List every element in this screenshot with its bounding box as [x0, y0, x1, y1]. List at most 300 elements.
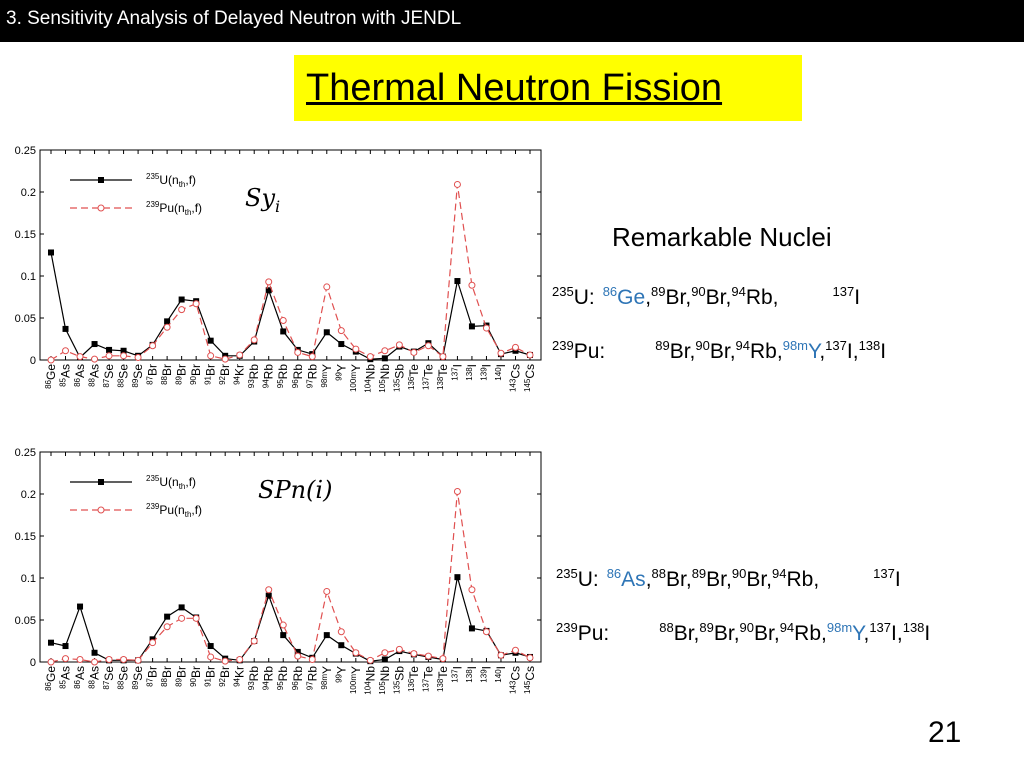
data-point-pu — [382, 348, 388, 354]
data-point-u — [92, 341, 98, 347]
separator: , — [852, 340, 859, 363]
x-tick-label: $^{98m}$Y — [319, 364, 334, 388]
separator: , — [896, 622, 903, 645]
nucleus-mass: 138 — [858, 338, 881, 353]
legend-marker — [98, 479, 104, 485]
nucleus-symbol: Br — [709, 340, 730, 363]
nucleus-mass: 88 — [659, 620, 674, 635]
data-point-pu — [396, 342, 402, 348]
x-tick-label: $^{87}$Br — [145, 364, 160, 385]
data-point-pu — [222, 658, 228, 664]
data-point-pu — [193, 615, 199, 621]
separator: , — [645, 286, 652, 309]
nucleus-mass: 86 — [602, 284, 618, 299]
nucleus-label — [607, 568, 646, 591]
nucleus-symbol: I — [924, 622, 931, 645]
nucleus-mass: 94 — [731, 284, 746, 299]
x-tick-label: $^{135}$Sb — [392, 364, 407, 393]
x-tick-label: $^{135}$Sb — [392, 666, 407, 695]
header-bar — [0, 0, 1024, 42]
data-point-pu — [237, 656, 243, 662]
nucleus-label — [691, 286, 725, 309]
data-point-pu — [208, 654, 214, 660]
nucleus-mass: 89 — [691, 566, 707, 581]
x-tick-label: $^{89}$Br — [174, 364, 189, 385]
x-tick-label: $^{90}$Br — [189, 666, 204, 687]
data-point-pu — [63, 348, 69, 354]
nucleus-mass: 86 — [606, 566, 622, 581]
separator: , — [819, 340, 826, 363]
data-point-u — [63, 326, 69, 332]
data-point-pu — [382, 650, 388, 656]
x-tick-label: $^{86}$Ge — [44, 666, 58, 691]
data-point-pu — [164, 624, 170, 630]
legend-label: $^{239}Pu(n_{th},f)$ — [146, 502, 203, 519]
separator: , — [813, 568, 820, 591]
nucleus-symbol: Br — [746, 568, 767, 591]
data-point-pu — [309, 656, 315, 662]
data-point-pu — [512, 344, 518, 350]
data-point-u — [164, 614, 170, 620]
plot-frame — [40, 150, 541, 360]
x-tick-label: $^{96}$Rb — [290, 666, 305, 691]
nucleus-symbol: Ge — [617, 286, 646, 309]
y-tick-label: 0.25 — [14, 447, 36, 459]
nucleus-symbol: Br — [673, 622, 694, 645]
y-tick-label: 0.15 — [14, 531, 36, 543]
separator: , — [685, 286, 692, 309]
y-tick-label: 0.25 — [14, 145, 36, 157]
data-point-pu — [92, 659, 98, 665]
data-point-pu — [454, 488, 460, 494]
data-point-pu — [512, 647, 518, 653]
slide-title-box — [294, 55, 802, 121]
legend-marker — [98, 507, 104, 513]
nucleus-mass: 98m — [782, 338, 809, 353]
x-tick-label: $^{94}$Rb — [261, 364, 276, 389]
data-point-pu — [454, 181, 460, 187]
x-tick-label: $^{87}$Se — [102, 666, 117, 690]
x-tick-label: $^{138}$Te — [435, 364, 450, 391]
separator: , — [773, 622, 780, 645]
parent-mass: 239 — [556, 620, 578, 635]
nucleus-mass: 89 — [699, 620, 714, 635]
data-point-pu — [498, 350, 504, 356]
yield-sensitivity-symbol: $Sy_i$ — [245, 184, 281, 216]
x-tick-label: $^{91}$Br — [203, 364, 218, 385]
nucleus-label — [827, 622, 864, 645]
x-tick-label: $^{143}$Cs — [508, 364, 523, 393]
x-tick-label: $^{85}$As — [58, 364, 73, 387]
nucleus-mass: 94 — [779, 620, 795, 635]
separator: , — [733, 622, 740, 645]
nucleus-symbol: I — [891, 622, 897, 645]
x-tick-label: $^{88}$As — [87, 666, 102, 689]
x-tick-label: $^{94}$Kr — [232, 364, 247, 385]
data-point-pu — [121, 656, 127, 662]
nucleus-symbol: Br — [666, 568, 686, 591]
y-tick-label: 0.2 — [20, 489, 36, 501]
nucleus-mass: 98m — [826, 620, 853, 635]
nucleus-symbol: I — [880, 340, 887, 363]
data-point-pu — [135, 354, 141, 360]
nucleus-label — [825, 340, 853, 363]
x-tick-label: $^{97}$Rb — [305, 666, 320, 691]
separator: , — [776, 340, 783, 363]
pn-sensitivity-symbol: SPn(i) — [258, 476, 333, 504]
parent-symbol: Pu: — [573, 340, 606, 363]
legend-marker — [98, 177, 104, 183]
nucleus-symbol: Rb — [745, 286, 773, 309]
x-tick-label: $^{137}$Te — [421, 666, 436, 693]
data-point-pu — [367, 657, 373, 663]
data-point-pu — [106, 353, 112, 359]
x-tick-label: $^{100m}$Y — [348, 364, 363, 393]
x-tick-label: $^{88}$As — [87, 364, 102, 387]
data-point-pu — [48, 357, 54, 363]
nucleus-label — [780, 622, 821, 645]
separator: , — [689, 340, 696, 363]
data-point-u — [63, 643, 69, 649]
data-point-u — [48, 249, 54, 255]
y-tick-label: 0 — [29, 355, 36, 367]
x-tick-label: $^{104}$Nb — [363, 364, 378, 393]
nucleus-symbol: Br — [754, 622, 774, 645]
data-point-pu — [338, 328, 344, 334]
nucleus-label — [859, 340, 887, 363]
x-tick-label: $^{91}$Br — [203, 666, 218, 687]
x-tick-label: $^{93}$Rb — [247, 364, 262, 389]
nucleus-symbol: Br — [665, 286, 686, 309]
nucleus-label — [869, 622, 897, 645]
nucleus-symbol: Rb — [750, 340, 777, 363]
page-number: 21 — [928, 716, 962, 749]
nucleus-mass: 89 — [651, 284, 666, 299]
pn-pu239-nuclei — [556, 620, 930, 646]
data-point-pu — [135, 657, 141, 663]
x-tick-label: $^{89}$Se — [131, 364, 146, 388]
yield-u235-nuclei — [552, 284, 860, 310]
x-tick-label: $^{86}$Ge — [44, 364, 58, 389]
x-tick-label: $^{93}$Rb — [247, 666, 262, 691]
separator: , — [645, 568, 652, 591]
x-tick-label: $^{137}$I — [450, 666, 465, 683]
data-point-pu — [106, 656, 112, 662]
parent-mass: 235 — [552, 284, 574, 299]
data-point-u — [338, 642, 344, 648]
data-point-u — [179, 297, 185, 303]
data-point-pu — [266, 279, 272, 285]
x-tick-label: $^{137}$I — [450, 364, 465, 381]
separator: , — [863, 622, 870, 645]
nucleus-symbol: Br — [705, 286, 726, 309]
slide-title: Thermal Neutron Fission — [306, 67, 723, 109]
data-point-pu — [324, 588, 330, 594]
separator: , — [725, 286, 732, 309]
data-point-pu — [251, 638, 257, 644]
data-point-u — [454, 278, 460, 284]
x-tick-label: $^{139}$I — [479, 364, 494, 381]
nucleus-label — [652, 568, 686, 591]
data-point-pu — [266, 587, 272, 593]
x-tick-label: $^{87}$Br — [145, 666, 160, 687]
y-tick-label: 0.05 — [14, 313, 36, 325]
separator: , — [821, 622, 827, 645]
parent-nucleus — [556, 622, 609, 645]
x-tick-label: $^{88}$Br — [160, 364, 175, 385]
x-tick-label: $^{138}$I — [464, 666, 479, 683]
y-tick-label: 0.2 — [20, 187, 36, 199]
legend-label: $^{239}Pu(n_{th},f)$ — [146, 200, 203, 217]
data-point-pu — [440, 656, 446, 662]
nucleus-mass: 90 — [695, 338, 710, 353]
x-tick-label: $^{99}$Y — [334, 666, 349, 683]
data-point-pu — [527, 352, 533, 358]
data-point-pu — [469, 587, 475, 593]
nucleus-mass: 88 — [651, 566, 666, 581]
nucleus-label — [695, 340, 729, 363]
series-line-pu — [51, 184, 530, 360]
x-tick-label: $^{86}$As — [73, 666, 88, 689]
x-tick-label: $^{105}$Nb — [377, 666, 392, 695]
data-point-pu — [425, 343, 431, 349]
x-tick-label: $^{140}$I — [493, 364, 508, 381]
data-point-u — [164, 318, 170, 324]
data-point-pu — [77, 656, 83, 662]
data-point-u — [280, 328, 286, 334]
data-point-u — [179, 604, 185, 610]
data-point-pu — [367, 354, 373, 360]
nucleus-mass: 89 — [655, 338, 670, 353]
x-tick-label: $^{95}$Rb — [276, 666, 291, 691]
data-point-pu — [527, 655, 533, 661]
x-tick-label: $^{92}$Br — [218, 364, 233, 385]
data-point-u — [382, 355, 388, 361]
nucleus-symbol: As — [621, 568, 646, 591]
data-point-u — [106, 347, 112, 353]
data-point-u — [208, 643, 214, 649]
separator: , — [766, 568, 772, 591]
data-point-pu — [483, 629, 489, 635]
nucleus-label — [783, 340, 820, 363]
data-point-pu — [440, 354, 446, 360]
x-tick-label: $^{138}$I — [464, 364, 479, 381]
x-tick-label: $^{88}$Se — [116, 666, 131, 690]
legend-marker — [98, 205, 104, 211]
data-point-pu — [353, 346, 359, 352]
separator: , — [772, 286, 779, 309]
data-point-pu — [208, 353, 214, 359]
data-point-pu — [411, 651, 417, 657]
data-point-pu — [498, 652, 504, 658]
data-point-pu — [411, 349, 417, 355]
data-point-u — [77, 604, 83, 610]
data-point-pu — [295, 653, 301, 659]
data-point-pu — [92, 356, 98, 362]
x-tick-label: $^{92}$Br — [218, 666, 233, 687]
parent-nucleus — [552, 286, 595, 309]
nucleus-label — [833, 286, 861, 309]
data-point-pu — [295, 349, 301, 355]
x-tick-label: $^{136}$Te — [406, 666, 421, 693]
x-tick-label: $^{87}$Se — [102, 364, 117, 388]
data-point-u — [280, 632, 286, 638]
data-point-pu — [324, 284, 330, 290]
nucleus-symbol: I — [894, 568, 901, 591]
parent-nucleus — [552, 340, 605, 363]
x-tick-label: $^{100m}$Y — [348, 666, 363, 695]
x-tick-label: $^{90}$Br — [189, 364, 204, 385]
data-point-pu — [121, 353, 127, 359]
x-tick-label: $^{137}$Te — [421, 364, 436, 391]
x-tick-label: $^{86}$As — [73, 364, 88, 387]
nucleus-mass: 137 — [825, 338, 847, 353]
nucleus-mass: 94 — [772, 566, 787, 581]
data-point-u — [208, 338, 214, 344]
nucleus-symbol: Br — [669, 340, 690, 363]
x-tick-label: $^{97}$Rb — [305, 364, 320, 389]
nucleus-label — [873, 568, 901, 591]
data-point-pu — [150, 640, 156, 646]
x-tick-label: $^{88}$Se — [116, 364, 131, 388]
series-line-u — [51, 253, 530, 360]
nucleus-label — [731, 286, 772, 309]
nucleus-label — [659, 622, 693, 645]
data-point-pu — [48, 659, 54, 665]
data-point-pu — [237, 352, 243, 358]
data-point-pu — [150, 343, 156, 349]
data-point-pu — [353, 650, 359, 656]
x-tick-label: $^{136}$Te — [406, 364, 421, 391]
nucleus-label — [740, 622, 774, 645]
parent-symbol: Pu: — [577, 622, 610, 645]
data-point-u — [338, 341, 344, 347]
x-tick-label: $^{98m}$Y — [319, 666, 334, 690]
x-tick-label: $^{88}$Br — [160, 666, 175, 687]
separator: , — [693, 622, 700, 645]
x-tick-label: $^{89}$Br — [174, 666, 189, 687]
nucleus-mass: 138 — [902, 620, 925, 635]
data-point-pu — [251, 337, 257, 343]
data-point-pu — [469, 282, 475, 288]
nucleus-label — [699, 622, 733, 645]
yield-pu239-nuclei — [552, 338, 886, 364]
y-tick-label: 0.1 — [20, 573, 36, 585]
header-title: 3. Sensitivity Analysis of Delayed Neutron with JENDL — [6, 8, 462, 29]
data-point-u — [382, 656, 388, 662]
nucleus-label — [651, 286, 685, 309]
nucleus-label — [603, 286, 645, 309]
x-tick-label: $^{94}$Kr — [232, 666, 247, 687]
legend-label: $^{235}U(n_{th},f)$ — [146, 172, 197, 189]
nucleus-symbol: I — [854, 286, 861, 309]
x-tick-label: $^{104}$Nb — [363, 666, 378, 695]
separator: , — [685, 568, 692, 591]
data-point-pu — [280, 622, 286, 628]
nucleus-label — [772, 568, 813, 591]
nucleus-mass: 90 — [731, 566, 747, 581]
data-point-pu — [280, 318, 286, 324]
data-point-pu — [222, 356, 228, 362]
separator: , — [726, 568, 732, 591]
data-point-u — [324, 632, 330, 638]
x-tick-label: $^{138}$Te — [435, 666, 450, 693]
nucleus-symbol: Br — [706, 568, 726, 591]
nucleus-symbol: Y — [808, 340, 820, 363]
nucleus-label — [732, 568, 766, 591]
nucleus-symbol: Y — [852, 622, 864, 645]
data-point-u — [48, 640, 54, 646]
x-tick-label: $^{139}$I — [479, 666, 494, 683]
x-tick-label: $^{145}$Cs — [523, 364, 537, 393]
y-tick-label: 0.1 — [20, 271, 36, 283]
parent-mass: 235 — [556, 566, 578, 581]
y-tick-label: 0.05 — [14, 615, 36, 627]
x-tick-label: $^{96}$Rb — [290, 364, 305, 389]
x-tick-label: $^{85}$As — [58, 666, 73, 689]
parent-symbol: U: — [577, 568, 599, 591]
nucleus-symbol: I — [846, 340, 853, 363]
y-tick-label: 0.15 — [14, 229, 36, 241]
data-point-pu — [396, 646, 402, 652]
pn-u235-nuclei — [556, 566, 901, 592]
data-point-u — [92, 650, 98, 656]
x-tick-label: $^{143}$Cs — [508, 666, 523, 695]
data-point-pu — [338, 629, 344, 635]
data-point-u — [324, 329, 330, 335]
data-point-pu — [63, 656, 69, 662]
remarkable-heading: Remarkable Nuclei — [612, 222, 832, 252]
nucleus-symbol: Rb — [786, 568, 814, 591]
nucleus-mass: 94 — [735, 338, 751, 353]
data-point-u — [469, 323, 475, 329]
data-point-pu — [483, 325, 489, 331]
data-point-pu — [179, 307, 185, 313]
nucleus-label — [736, 340, 777, 363]
separator: , — [729, 340, 736, 363]
nucleus-mass: 137 — [832, 284, 855, 299]
legend-label: $^{235}U(n_{th},f)$ — [146, 474, 197, 491]
parent-symbol: U: — [573, 286, 595, 309]
nucleus-symbol: Br — [713, 622, 734, 645]
nucleus-symbol: Rb — [794, 622, 822, 645]
parent-nucleus — [556, 568, 599, 591]
nucleus-mass: 90 — [691, 284, 706, 299]
nucleus-label — [903, 622, 931, 645]
data-point-pu — [77, 354, 83, 360]
parent-mass: 239 — [552, 338, 574, 353]
x-tick-label: $^{140}$I — [493, 666, 508, 683]
x-tick-label: $^{145}$Cs — [523, 666, 537, 695]
x-tick-label: $^{94}$Rb — [261, 666, 276, 691]
x-tick-label: $^{105}$Nb — [377, 364, 392, 393]
y-tick-label: 0 — [29, 657, 36, 669]
data-point-pu — [425, 653, 431, 659]
x-tick-label: $^{95}$Rb — [276, 364, 291, 389]
data-point-u — [454, 574, 460, 580]
x-tick-label: $^{99}$Y — [334, 364, 349, 381]
nucleus-mass: 137 — [873, 566, 895, 581]
nucleus-label — [692, 568, 726, 591]
data-point-pu — [179, 615, 185, 621]
series-line-u — [51, 577, 530, 661]
data-point-pu — [309, 354, 315, 360]
data-point-pu — [193, 301, 199, 307]
data-point-pu — [164, 324, 170, 330]
nucleus-mass: 90 — [739, 620, 755, 635]
nucleus-label — [655, 340, 689, 363]
x-tick-label: $^{89}$Se — [131, 666, 146, 690]
